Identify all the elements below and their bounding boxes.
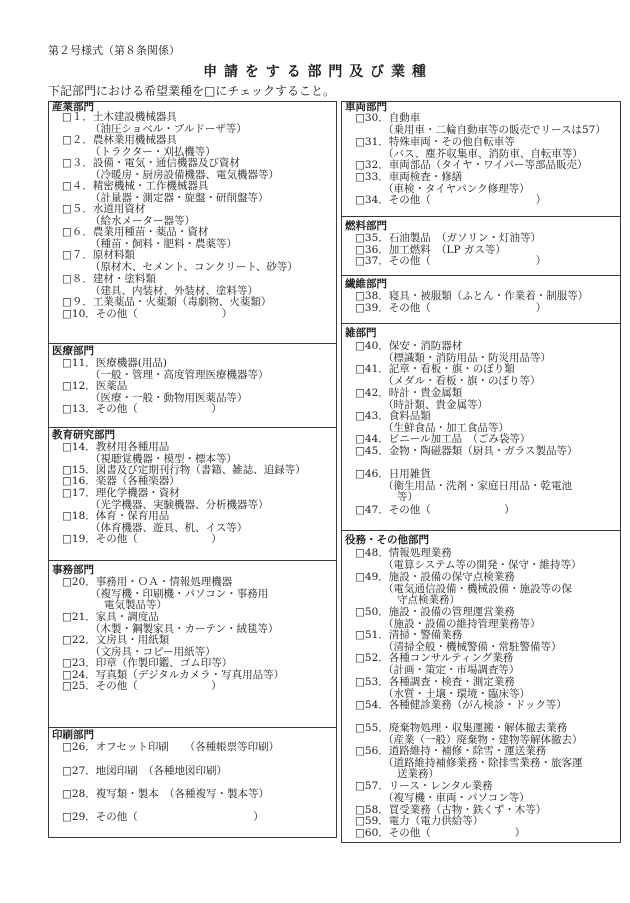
list-item: [62, 308, 232, 320]
list-item: [355, 363, 515, 375]
item-number: 30．: [364, 112, 389, 124]
item-label: その他（ ）: [388, 255, 547, 267]
item-label: 文房具・用紙類: [95, 634, 170, 646]
item-checkbox[interactable]: □: [355, 445, 365, 457]
item-checkbox[interactable]: □: [62, 657, 72, 669]
list-item: [62, 611, 159, 623]
item-description: （施設・設備の維持管理業務等）: [383, 617, 541, 630]
list-item: [62, 249, 135, 261]
item-description: 電気製品等）: [104, 599, 167, 612]
item-label: 地図印刷 （各種地図印刷）: [95, 765, 228, 777]
list-item: [355, 547, 452, 559]
item-checkbox[interactable]: □: [355, 410, 365, 422]
item-description: （産業（一般）廃棄物・建物等解体撤去）: [383, 733, 583, 746]
item-label: 電力（電力供給等）: [388, 815, 484, 827]
item-checkbox[interactable]: □: [355, 745, 365, 757]
item-description: （光学機器、実験機器、分析機器等）: [90, 498, 269, 511]
section-heading-vehicle: 車両部門: [345, 101, 387, 113]
item-number: 27．: [71, 765, 96, 777]
item-number: ２．: [71, 134, 93, 146]
list-item: [62, 657, 232, 669]
item-number: 49．: [364, 571, 389, 583]
item-number: 60．: [364, 827, 389, 839]
item-description: （トラクター・刈払機等）: [90, 145, 216, 158]
item-checkbox[interactable]: □: [355, 302, 365, 314]
list-item: [355, 232, 541, 244]
item-checkbox[interactable]: □: [62, 475, 72, 487]
item-checkbox[interactable]: □: [62, 788, 72, 800]
item-checkbox[interactable]: □: [62, 380, 72, 392]
item-label: その他（ ）: [388, 827, 526, 839]
item-label: 水道用資材: [92, 203, 146, 215]
item-label: 寝具・被服類（ふとん・作業着・制服等）: [388, 290, 589, 302]
item-checkbox[interactable]: □: [355, 112, 365, 124]
item-number: 58．: [364, 804, 389, 816]
item-description: （衛生用品・洗剤・家庭日用品・乾電池: [383, 479, 572, 492]
form-title: 申 請 を す る 部 門 及 び 業 種: [203, 64, 427, 80]
item-number: 43．: [364, 410, 389, 422]
item-checkbox[interactable]: □: [62, 669, 72, 681]
item-number: 34．: [364, 194, 389, 206]
item-description: （バス、塵芥収集車、消防車、自転車等）: [383, 147, 583, 160]
list-item: [355, 652, 513, 664]
item-description: （電算システム等の開発・保守・維持等）: [383, 558, 582, 571]
item-description: （標識類・消防用品・防災用品等）: [383, 351, 551, 364]
item-description: 守点検業務）: [397, 594, 460, 607]
item-checkbox[interactable]: □: [355, 606, 365, 618]
item-checkbox[interactable]: □: [355, 232, 365, 244]
item-description: （体育機器、遊具、机、イス等）: [90, 521, 248, 534]
item-label: 保安・消防器材: [388, 340, 463, 352]
item-label: その他（ ）: [95, 403, 222, 415]
item-label: ビニール加工品 （ごみ袋等）: [388, 433, 531, 445]
section-heading-education: 教育研究部門: [52, 429, 115, 441]
item-label: 道路維持・補修・除雪・運送業務: [388, 745, 547, 757]
item-label: 印章（作製印鑑、ゴム印等）: [95, 657, 233, 669]
item-label: 日用雑貨: [388, 468, 431, 480]
item-checkbox[interactable]: □: [62, 249, 72, 261]
list-item: [355, 745, 546, 757]
list-item: [62, 811, 264, 823]
item-label: その他（ ）: [388, 302, 547, 314]
item-number: ７．: [71, 249, 93, 261]
item-description: （冷暖房・厨房設備機器、電気機器等）: [90, 168, 279, 181]
section-heading-printing: 印刷部門: [52, 729, 94, 741]
item-checkbox[interactable]: □: [355, 255, 365, 267]
item-number: 52．: [364, 652, 389, 664]
list-item: [355, 722, 567, 734]
item-label: 買受業務（古物・鉄くず・木等）: [388, 804, 547, 816]
item-number: 32．: [364, 159, 389, 171]
item-label: 理化学機器・資材: [95, 487, 180, 499]
item-description: （生鮮食品・加工食品等）: [383, 421, 509, 434]
item-checkbox[interactable]: □: [62, 134, 72, 146]
list-item: [62, 403, 222, 415]
item-number: 41．: [364, 363, 389, 375]
item-label: 各種コンサルティング業務: [388, 652, 514, 664]
item-number: 35．: [364, 232, 389, 244]
list-item: [62, 441, 169, 453]
item-checkbox[interactable]: □: [355, 652, 365, 664]
list-item: [62, 576, 232, 588]
item-number: １．: [71, 111, 93, 123]
list-item: [62, 741, 279, 753]
item-number: 17．: [71, 487, 96, 499]
item-label: 土木建設機械器具: [92, 111, 177, 123]
item-number: 40．: [364, 340, 389, 352]
list-item: [355, 290, 588, 302]
item-description: （医療・一般・動物用医薬品等）: [90, 391, 248, 404]
item-number: ６．: [71, 226, 93, 238]
item-label: 特殊車両・その他自転車等: [388, 136, 515, 148]
list-item: [355, 433, 530, 445]
item-checkbox[interactable]: □: [62, 576, 72, 588]
item-checkbox[interactable]: □: [62, 680, 72, 692]
item-checkbox[interactable]: □: [62, 741, 72, 753]
item-checkbox[interactable]: □: [355, 504, 365, 516]
item-number: 11．: [71, 357, 96, 369]
section-heading-medical: 医療部門: [52, 345, 94, 357]
list-item: [62, 157, 240, 169]
item-checkbox[interactable]: □: [62, 811, 72, 823]
item-number: 48．: [364, 547, 389, 559]
list-item: [355, 504, 515, 516]
item-checkbox[interactable]: □: [355, 136, 365, 148]
item-number: 19．: [71, 533, 96, 545]
item-number: 13．: [71, 403, 96, 415]
list-item: [355, 815, 483, 827]
item-checkbox[interactable]: □: [355, 780, 365, 792]
item-checkbox[interactable]: □: [355, 387, 365, 399]
item-description: （メダル・看板・旗・のぼり等）: [383, 374, 541, 387]
item-checkbox[interactable]: □: [62, 296, 72, 308]
list-item: [62, 203, 145, 215]
item-checkbox[interactable]: □: [62, 464, 72, 476]
item-number: 47．: [364, 504, 389, 516]
item-checkbox[interactable]: □: [62, 203, 72, 215]
item-checkbox[interactable]: □: [355, 433, 365, 445]
item-label: その他（ ）: [95, 680, 222, 692]
item-label: 医療機器(用品): [95, 357, 167, 369]
section-heading-services: 役務・その他部門: [345, 534, 429, 546]
item-number: 37．: [364, 255, 389, 267]
list-item: [355, 445, 577, 457]
item-label: 食料品類: [388, 410, 431, 422]
item-description: （種苗・飼料・肥料・農薬等）: [90, 237, 237, 250]
item-checkbox[interactable]: □: [62, 308, 72, 320]
item-description: （視聴覚機器・模型・標本等）: [90, 452, 237, 465]
item-number: 22．: [71, 634, 96, 646]
item-label: 楽器（各種楽器）: [95, 475, 180, 487]
item-label: 施設・設備の保守点検業務: [388, 571, 515, 583]
item-label: 各種調査・検査・測定業務: [388, 676, 515, 688]
section-heading-fuel: 燃料部門: [345, 220, 387, 232]
item-label: 時計・貴金属類: [388, 387, 463, 399]
list-item: [355, 159, 588, 171]
item-label: 農業用種苗・薬品・資材: [92, 226, 209, 238]
item-label: 車両部品（タイヤ・ワイパー等部品販売）: [388, 159, 588, 171]
item-description: 送業務）: [397, 768, 439, 781]
item-label: オフセット印刷 （各種帳票等印刷）: [95, 741, 280, 753]
list-item: [355, 387, 462, 399]
item-checkbox[interactable]: □: [355, 171, 365, 183]
item-number: 26．: [71, 741, 96, 753]
item-number: 12．: [71, 380, 96, 392]
item-description: （複写機・車両・パソコン等）: [383, 791, 530, 804]
item-number: 28．: [71, 788, 96, 800]
list-item: [62, 226, 208, 238]
list-item: [62, 180, 208, 192]
item-checkbox[interactable]: □: [62, 111, 72, 123]
item-label: その他（ ）: [95, 811, 264, 823]
item-label: 石油製品 （ガソリン・灯油等）: [388, 232, 542, 244]
item-checkbox[interactable]: □: [62, 533, 72, 545]
item-label: 医薬品: [95, 380, 128, 392]
item-checkbox[interactable]: □: [355, 571, 365, 583]
item-label: 記章・看板・旗・のぼり類: [388, 363, 515, 375]
item-checkbox[interactable]: □: [355, 159, 365, 171]
list-item: [62, 765, 227, 777]
list-item: [62, 510, 169, 522]
list-item: [355, 699, 567, 711]
list-item: [355, 410, 431, 422]
item-label: 図書及び定期刊行物（書籍、雑誌、追録等）: [95, 464, 306, 476]
item-number: ９．: [71, 296, 93, 308]
item-description: （道路維持補修業務・除排雪業務・旅客運: [383, 756, 583, 769]
item-checkbox[interactable]: □: [355, 629, 365, 641]
item-label: 金物・陶磁器類（厨具・ガラス製品等）: [388, 445, 578, 457]
item-number: 31．: [364, 136, 389, 148]
item-label: 清掃・警備業務: [388, 629, 463, 641]
item-number: 44．: [364, 433, 389, 445]
list-item: [62, 380, 127, 392]
item-description: （乗用車・二輪自動車等の販売でリースは57）: [383, 123, 606, 136]
item-description: （電気通信設備・機械設備・施設等の保: [383, 582, 572, 595]
item-label: リース・レンタル業務: [388, 780, 493, 792]
section-heading-office: 事務部門: [52, 564, 94, 576]
item-description: （木製・鋼製家具・カーテン・絨毯等）: [90, 622, 279, 635]
item-number: 57．: [364, 780, 389, 792]
item-label: その他（ ）: [388, 504, 515, 516]
item-number: 29．: [71, 811, 96, 823]
list-item: [355, 606, 515, 618]
item-description: （給水メーター器等）: [90, 214, 195, 227]
item-number: 55．: [364, 722, 389, 734]
item-checkbox[interactable]: □: [355, 676, 365, 688]
item-label: 施設・設備の管理運営業務: [388, 606, 515, 618]
item-number: 23．: [71, 657, 96, 669]
item-number: ８．: [71, 273, 93, 285]
item-label: 家具・調度品: [95, 611, 159, 623]
item-checkbox[interactable]: □: [355, 547, 365, 559]
item-label: 農林業用機械器具: [92, 134, 177, 146]
item-number: ３．: [71, 157, 93, 169]
item-number: 33．: [364, 171, 389, 183]
item-label: 各種健診業務（がん検診・ドック等）: [388, 699, 567, 711]
item-label: 複写類・製本 （各種複写・製本等）: [95, 788, 270, 800]
item-number: 25．: [71, 680, 96, 692]
list-item: [62, 788, 269, 800]
item-checkbox[interactable]: □: [355, 194, 365, 206]
item-checkbox[interactable]: □: [355, 827, 365, 839]
item-label: 精密機械・工作機械器具: [92, 180, 209, 192]
list-item: [62, 475, 180, 487]
item-number: ５．: [71, 203, 93, 215]
item-label: その他（ ）: [95, 533, 222, 545]
item-checkbox[interactable]: □: [62, 510, 72, 522]
item-number: 16．: [71, 475, 96, 487]
item-description: （車検・タイヤパンク修理等）: [383, 182, 530, 195]
list-item: [355, 468, 431, 480]
list-item: [62, 273, 156, 285]
item-label: 廃棄物処理・収集運搬・解体撤去業務: [388, 722, 568, 734]
item-number: 39．: [364, 302, 389, 314]
item-description: （計量器・測定器・旋盤・研削盤等）: [90, 191, 269, 204]
item-label: 教材用各種用品: [95, 441, 170, 453]
item-number: 20．: [71, 576, 96, 588]
item-description: （清掃全般・機械警備・常駐警備等）: [383, 640, 562, 653]
section-heading-industry: 産業部門: [52, 101, 94, 113]
item-number: 14．: [71, 441, 96, 453]
item-checkbox[interactable]: □: [62, 180, 72, 192]
list-item: [62, 680, 222, 692]
list-item: [355, 136, 515, 148]
item-checkbox[interactable]: □: [62, 157, 72, 169]
item-number: 24．: [71, 669, 96, 681]
item-checkbox[interactable]: □: [62, 273, 72, 285]
item-number: 10．: [71, 308, 96, 320]
list-item: [355, 340, 462, 352]
list-item: [355, 194, 546, 206]
item-checkbox[interactable]: □: [62, 487, 72, 499]
item-checkbox[interactable]: □: [62, 611, 72, 623]
item-description: （文房具・コピー用紙等）: [90, 645, 216, 658]
form-instruction: 下記部門における希望業種を□にチェックすること。: [48, 84, 335, 98]
item-checkbox[interactable]: □: [355, 468, 365, 480]
form-number: 第２号様式（第８条関係）: [48, 44, 180, 57]
item-checkbox[interactable]: □: [62, 403, 72, 415]
item-label: 設備・電気・通信機器及び資材: [92, 157, 240, 169]
item-description: （原材木、セメント、コンクリート、砂等）: [90, 260, 298, 273]
list-item: [355, 676, 515, 688]
item-label: 情報処理業務: [388, 547, 452, 559]
item-number: 21．: [71, 611, 96, 623]
item-number: 56．: [364, 745, 389, 757]
list-item: [355, 629, 462, 641]
item-checkbox[interactable]: □: [355, 340, 365, 352]
item-label: 加工燃料 （LP ガス等）: [388, 244, 506, 256]
list-item: [355, 302, 546, 314]
item-checkbox[interactable]: □: [62, 765, 72, 777]
item-label: 車両検査・修繕: [388, 171, 463, 183]
item-checkbox[interactable]: □: [355, 815, 365, 827]
item-number: 15．: [71, 464, 96, 476]
list-item: [62, 296, 271, 308]
item-number: 38．: [364, 290, 389, 302]
item-checkbox[interactable]: □: [62, 441, 72, 453]
list-item: [62, 533, 222, 545]
list-item: [355, 827, 525, 839]
list-item: [62, 634, 169, 646]
list-item: [62, 357, 167, 369]
item-description: 等）: [397, 491, 418, 504]
item-checkbox[interactable]: □: [62, 634, 72, 646]
item-description: （建具、内装材、外装材、塗料等）: [90, 284, 258, 297]
item-number: 45．: [364, 445, 389, 457]
item-label: 建材・塗料類: [92, 273, 156, 285]
list-item: [355, 112, 420, 124]
section-heading-textile: 繊維部門: [345, 278, 387, 290]
item-number: 54．: [364, 699, 389, 711]
list-item: [62, 111, 177, 123]
item-label: その他（ ）: [388, 194, 547, 206]
item-number: 42．: [364, 387, 389, 399]
item-checkbox[interactable]: □: [355, 722, 365, 734]
item-checkbox[interactable]: □: [355, 290, 365, 302]
item-description: （複写機・印刷機・パソコン・事務用: [90, 587, 269, 600]
item-label: 事務用・ＯＡ・情報処理機器: [95, 576, 233, 588]
item-label: 工業薬品・火薬類（毒劇物、火薬類）: [92, 296, 272, 308]
section-heading-misc: 雑部門: [345, 327, 377, 339]
item-number: 18．: [71, 510, 96, 522]
item-description: （油圧ショベル・ブルドーザ等）: [90, 122, 247, 135]
item-description: （計画・策定・市場調査等）: [383, 663, 520, 676]
item-label: 自動車: [388, 112, 421, 124]
list-item: [62, 134, 177, 146]
item-checkbox[interactable]: □: [355, 244, 365, 256]
item-number: 51．: [364, 629, 389, 641]
list-item: [355, 780, 493, 792]
list-item: [355, 255, 546, 267]
item-description: （一般・管理・高度管理医療機器等）: [90, 368, 269, 381]
item-number: 53．: [364, 676, 389, 688]
item-label: 写真類（デジタルカメラ・写真用品等）: [95, 669, 285, 681]
item-description: （水質・土壌・環境・臨床等）: [383, 687, 530, 700]
item-label: 原材料類: [92, 249, 135, 261]
item-checkbox[interactable]: □: [62, 357, 72, 369]
item-number: 50．: [364, 606, 389, 618]
list-item: [355, 171, 462, 183]
item-description: （時計類、貴金属等）: [383, 398, 488, 411]
list-item: [355, 571, 515, 583]
item-checkbox[interactable]: □: [355, 363, 365, 375]
item-number: ４．: [71, 180, 93, 192]
item-checkbox[interactable]: □: [355, 804, 365, 816]
item-label: その他（ ）: [95, 308, 233, 320]
item-number: 59．: [364, 815, 389, 827]
item-number: 36．: [364, 244, 389, 256]
item-checkbox[interactable]: □: [355, 699, 365, 711]
item-checkbox[interactable]: □: [62, 226, 72, 238]
item-number: 46．: [364, 468, 389, 480]
item-label: 体育・保育用品: [95, 510, 170, 522]
list-item: [62, 487, 180, 499]
